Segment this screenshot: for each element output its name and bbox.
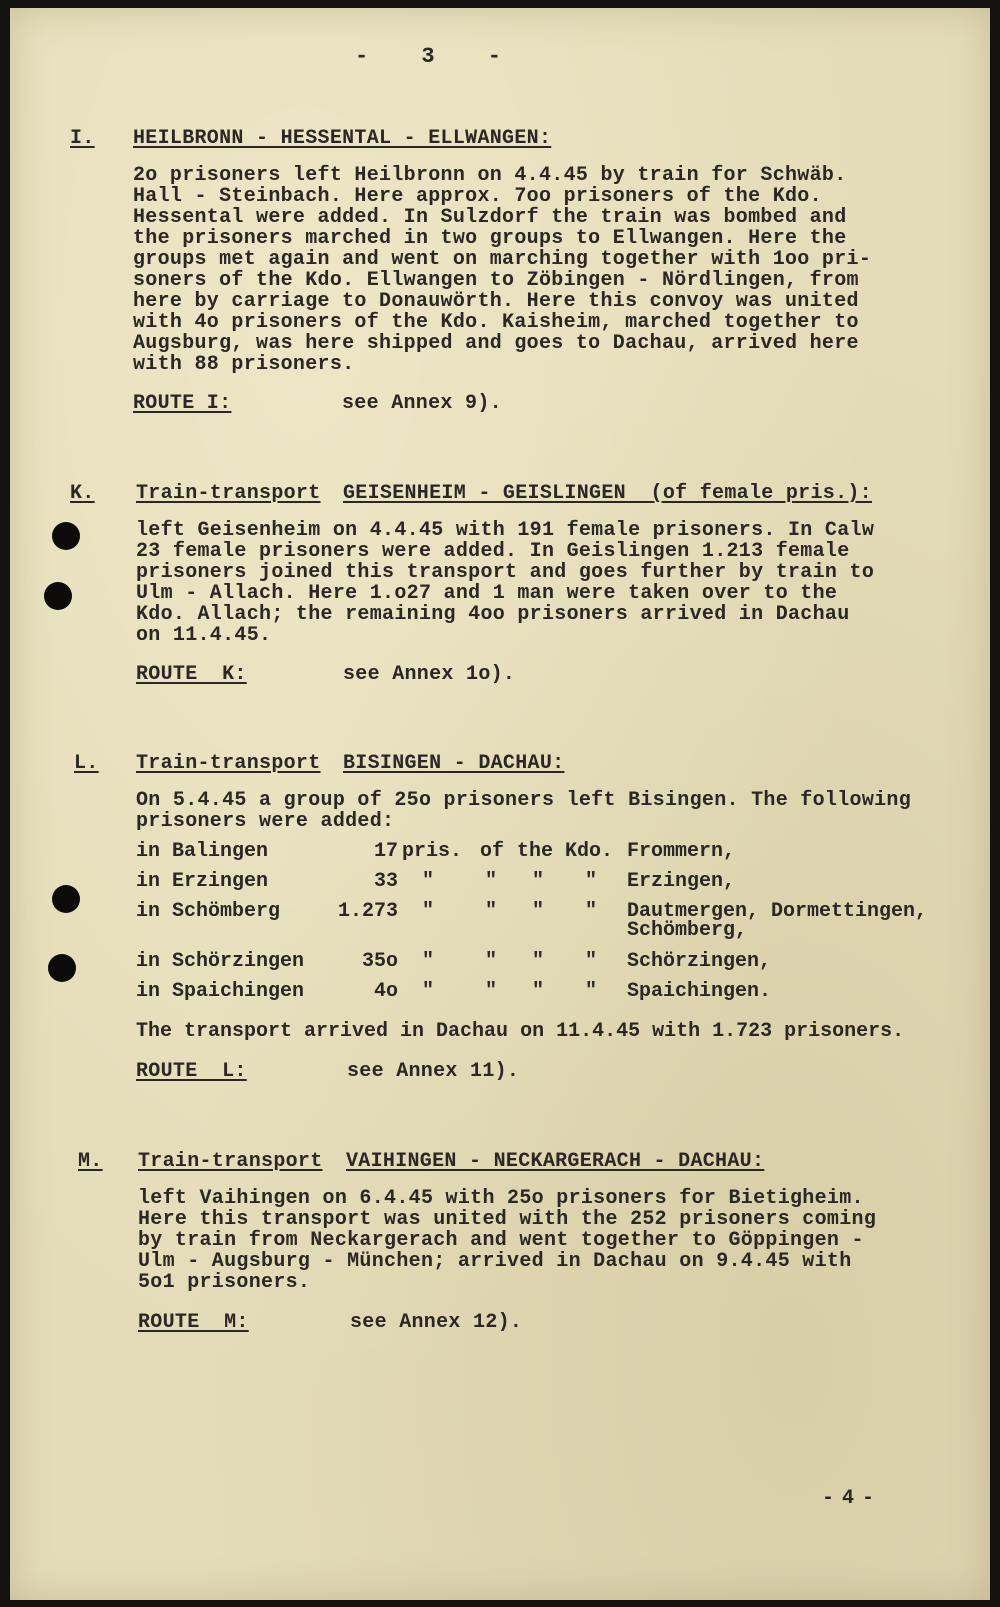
- page-number: - 3 -: [355, 44, 522, 69]
- table-of: ": [485, 950, 498, 973]
- route-reference: see Annex 11).: [347, 1060, 520, 1083]
- table-destination-continued: Schömberg,: [627, 919, 748, 942]
- table-the: the: [517, 840, 554, 863]
- section-heading-prefix: Train-transport: [136, 482, 321, 505]
- body-line: with 4o prisoners of the Kdo. Kaisheim, marched together to: [133, 311, 859, 334]
- route-reference: see Annex 9).: [342, 392, 502, 415]
- table-the: ": [532, 900, 545, 923]
- table-the: ": [532, 950, 545, 973]
- table-of: ": [485, 900, 498, 923]
- table-destination: Dautmergen, Dormettingen,: [627, 900, 928, 923]
- table-kdo: Kdo.: [565, 840, 614, 863]
- table-destination: Erzingen,: [627, 870, 736, 893]
- table-count: 1.273: [337, 900, 398, 923]
- table-of: of: [480, 840, 505, 863]
- body-line: left Vaihingen on 6.4.45 with 25o prisoners for Bietigheim.: [138, 1187, 864, 1210]
- body-line: Augsburg, was here shipped and goes to Dachau, arrived here: [133, 332, 859, 355]
- table-kdo: ": [585, 980, 598, 1003]
- table-count: 4o: [373, 980, 398, 1003]
- body-line: on 11.4.45.: [136, 624, 272, 647]
- punch-hole: [48, 954, 76, 982]
- route-label: ROUTE M:: [138, 1311, 249, 1334]
- punch-hole: [52, 522, 80, 550]
- body-line: prisoners were added:: [136, 810, 395, 833]
- table-place: in Schörzingen: [136, 950, 305, 973]
- table-count: 33: [373, 870, 398, 893]
- section-heading: BISINGEN - DACHAU:: [343, 752, 565, 775]
- route-label: ROUTE K:: [136, 663, 247, 686]
- table-destination: Frommern,: [627, 840, 736, 863]
- next-page-marker: - 4 -: [822, 1487, 873, 1510]
- body-line: Ulm - Augsburg - München; arrived in Dachau on 9.4.45 with: [138, 1250, 852, 1273]
- table-the: ": [532, 980, 545, 1003]
- table-destination: Schörzingen,: [627, 950, 772, 973]
- closing-line: The transport arrived in Dachau on 11.4.45 with 1.723 prisoners.: [136, 1020, 905, 1043]
- section-heading-prefix: Train-transport: [136, 752, 321, 775]
- section-letter: I.: [70, 127, 95, 150]
- route-reference: see Annex 1o).: [343, 663, 516, 686]
- section-letter: K.: [70, 482, 95, 505]
- body-line: Hall - Steinbach. Here approx. 7oo prisoners of the Kdo.: [133, 185, 822, 208]
- table-unit: ": [422, 980, 435, 1003]
- table-of: ": [485, 980, 498, 1003]
- section-letter: M.: [78, 1150, 103, 1173]
- body-line: On 5.4.45 a group of 25o prisoners left Bisingen. The following: [136, 789, 912, 812]
- body-line: here by carriage to Donauwörth. Here this convoy was united: [133, 290, 859, 313]
- section-heading: VAIHINGEN - NECKARGERACH - DACHAU:: [346, 1150, 765, 1173]
- table-count: 35o: [361, 950, 398, 973]
- body-line: by train from Neckargerach and went together to Göppingen -: [138, 1229, 864, 1252]
- body-line: with 88 prisoners.: [133, 353, 355, 376]
- table-count: 17: [373, 840, 398, 863]
- section-heading: GEISENHEIM - GEISLINGEN (of female pris.):: [343, 482, 872, 505]
- body-line: 5o1 prisoners.: [138, 1271, 311, 1294]
- table-destination: Spaichingen.: [627, 980, 772, 1003]
- table-the: ": [532, 870, 545, 893]
- route-label: ROUTE L:: [136, 1060, 247, 1083]
- body-line: soners of the Kdo. Ellwangen to Zöbingen - Nördlingen, from: [133, 269, 859, 292]
- table-unit: ": [422, 900, 435, 923]
- body-line: groups met again and went on marching together with 1oo pri-: [133, 248, 872, 271]
- body-line: Ulm - Allach. Here 1.o27 and 1 man were taken over to the: [136, 582, 838, 605]
- document-page: [10, 8, 990, 1600]
- table-kdo: ": [585, 950, 598, 973]
- body-line: 23 female prisoners were added. In Geislingen 1.213 female: [136, 540, 850, 563]
- body-line: prisoners joined this transport and goes further by train to: [136, 561, 875, 584]
- table-unit: ": [422, 950, 435, 973]
- table-place: in Erzingen: [136, 870, 269, 893]
- table-place: in Schömberg: [136, 900, 281, 923]
- section-letter: L.: [74, 752, 99, 775]
- punch-hole: [52, 885, 80, 913]
- punch-hole: [44, 582, 72, 610]
- section-heading-prefix: Train-transport: [138, 1150, 323, 1173]
- table-of: ": [485, 870, 498, 893]
- table-unit: ": [422, 870, 435, 893]
- route-reference: see Annex 12).: [350, 1311, 523, 1334]
- body-line: the prisoners marched in two groups to Ellwangen. Here the: [133, 227, 847, 250]
- body-line: left Geisenheim on 4.4.45 with 191 female prisoners. In Calw: [136, 519, 875, 542]
- body-line: Kdo. Allach; the remaining 4oo prisoners arrived in Dachau: [136, 603, 850, 626]
- table-kdo: ": [585, 870, 598, 893]
- section-heading: HEILBRONN - HESSENTAL - ELLWANGEN:: [133, 127, 552, 150]
- body-line: Here this transport was united with the 252 prisoners coming: [138, 1208, 877, 1231]
- body-line: Hessental were added. In Sulzdorf the train was bombed and: [133, 206, 847, 229]
- table-kdo: ": [585, 900, 598, 923]
- table-unit: pris.: [402, 840, 463, 863]
- table-place: in Balingen: [136, 840, 269, 863]
- table-place: in Spaichingen: [136, 980, 305, 1003]
- body-line: 2o prisoners left Heilbronn on 4.4.45 by train for Schwäb.: [133, 164, 847, 187]
- route-label: ROUTE I:: [133, 392, 232, 415]
